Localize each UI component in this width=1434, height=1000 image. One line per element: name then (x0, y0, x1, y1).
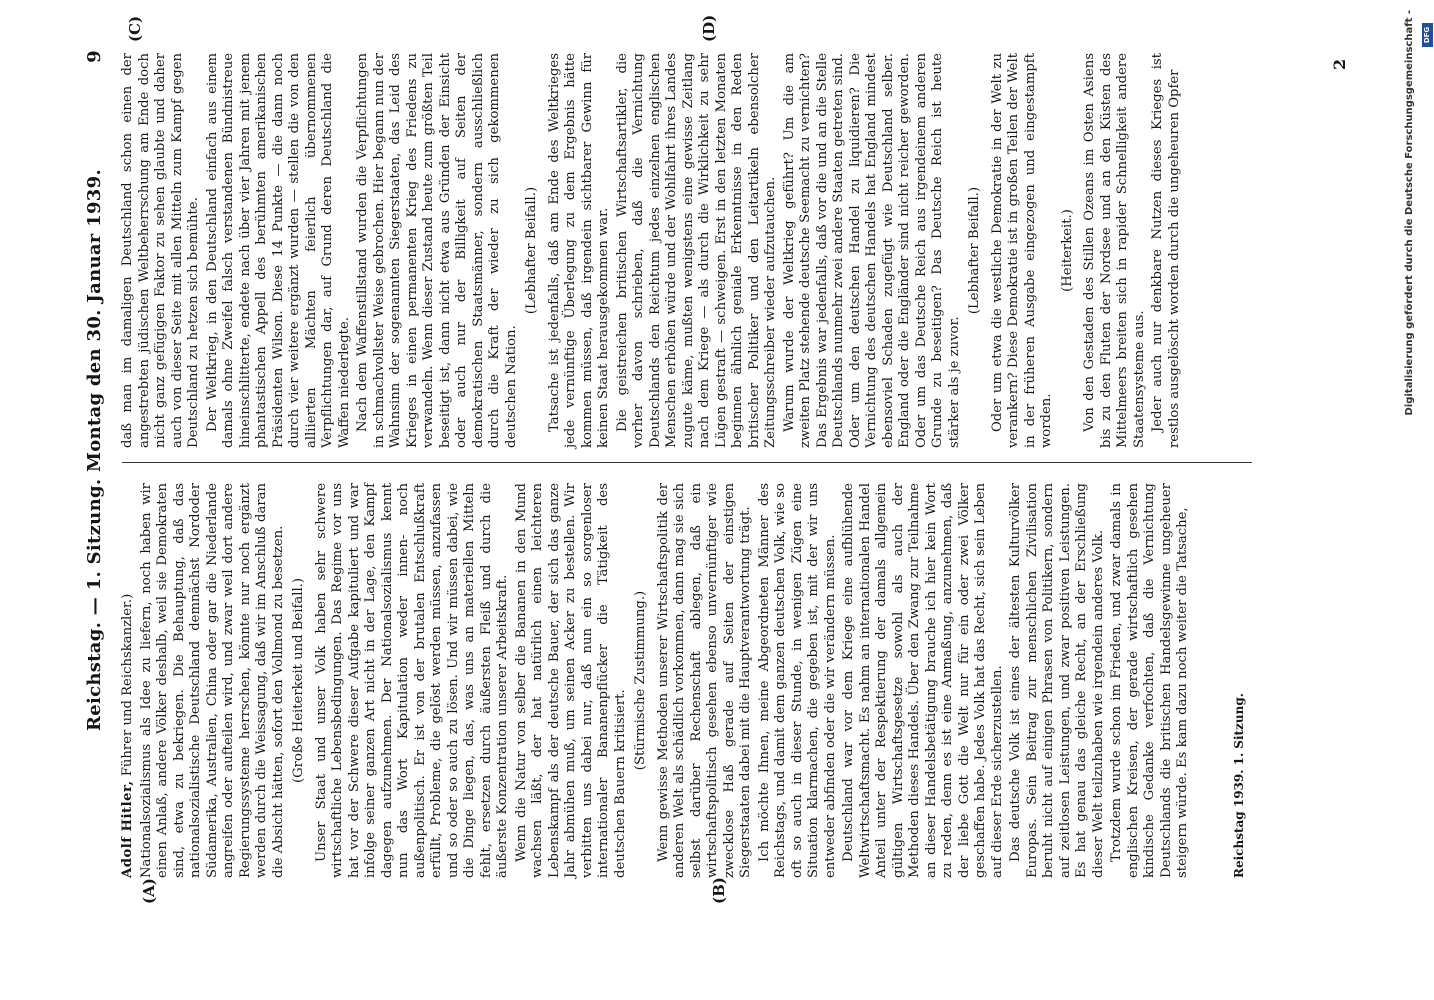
paragraph: Trotzdem wurde schon im Frieden, und zwar damals in englischen Kreisen, der gerade wirtschaftlich gesehen kindische Gedanke verfochten, daß die Vernichtung Deutschlands die britischen Handelsgewinne ungeheuer steigern würde. Es kam dazu noch weiter die Tatsache, (1109, 483, 1190, 878)
column-divider (122, 462, 1252, 463)
paragraph: Das deutsche Volk ist eines der ältesten Kulturvölker Europas. Sein Beitrag zur menschlichen Zivilisation beruht nicht auf einigen Phrasen von Politikern, sondern auf zeitlosen Leistungen, und zwar positiven Leistungen. Es hat genau das gleiche Recht, an der Erschließung dieser Welt teilzuhaben wie irgendein anderes Volk. (1008, 483, 1106, 878)
paragraph: daß man im damaligen Deutschland schon einen der angestrebten jüdischen Weltbeherrschung am Ende doch nicht ganz gefügigen Faktor zu sehen glaubte und daher auch von dieser Seite mit allen Mitteln zum Kampf gegen Deutschland zu hetzen sich bemühte. (120, 53, 201, 448)
speaker-line (120, 483, 137, 878)
speaker-name: Adolf Hitler, (120, 780, 135, 878)
paragraph: Oder um etwa die westliche Demokratie in der Welt zu verankern? Diese Demokratie ist in großen Teilen der Welt in der früheren Ausgabe eingezogen und eingestampft worden. (989, 53, 1054, 448)
paragraph: Warum wurde der Weltkrieg geführt? Um die am zweiten Platz stehende deutsche Seemacht zu vernichten? Das Ergebnis war jedenfalls, daß vor die und an die Stelle Deutschlands nunmehr zwei andere Staaten getreten sind. Oder um den deutschen Handel zu liquidieren? Die Vernichtung des deutschen Handels hat England mindest ebensoviel Schaden zugefügt wie Deutschland selber. England oder die Engländer sind nicht reicher geworden. Oder um das Deutsche Reich aus irgendeinem anderen Grunde zu beseitigen? Das Deutsche Reich ist heute stärker als je zuvor. (781, 53, 962, 448)
margin-marker-d: (D) (700, 14, 718, 42)
margin-marker-a: (A) (140, 878, 158, 904)
dfg-logo: DFG (1422, 23, 1433, 47)
paragraph: Nationalsozialismus als Idee zu liefern, noch haben wir einen Anlaß, andere Völker deshalb, weil sie Demokraten sind, etwa zu bekriegen. Die Behauptung, daß das nationalsozialistische Deutschland demnächst Nordoder Südamerika, Australien, China oder gar die Niederlande angreifen oder aufteilen wird, und zwar weil dort andere Regierungssysteme herrschen, könnte nur noch ergänzt werden durch die Weissagung, daß wir im Anschluß daran die Absicht hätten, sofort den Vollmond zu besetzen. (138, 483, 286, 878)
audience-reaction: (Heiterkeit.) (1059, 209, 1075, 292)
page-number: 9 (84, 50, 105, 63)
paragraph: Nach dem Waffenstillstand wurden die Verpflichtungen in schmachvollster Weise gebrochen. Hier begann nun der Wahnsinn der sogenannten Siegerstaaten, das Leid des Krieges in einen permanenten Krieg des Friedens zu verwandeln. Wenn dieser Zustand heute zum größten Teil beseitigt ist, dann nicht etwa aus Gründen der Einsicht oder auch nur der Billigkeit auf Seiten der demokratischen Staatsmänner, sondern ausschließlich durch die Kraft der wieder zu sich gekommenen deutschen Nation. (355, 53, 519, 448)
digitization-note: Digitalisierung gefördert durch die Deutsche Forschungsgemeinschaft - (1404, 10, 1415, 416)
speaker-role: Führer und Reichskanzler.) (120, 593, 135, 777)
margin-marker-b: (B) (710, 877, 728, 904)
paragraph: Der Weltkrieg, in den Deutschland einfach aus einem damals ohne Zweifel falsch verstandenen Bündnistreue hineinschlitterte, endete nach über vier Jahren mit jenem phantastischen Appell des berühmten amerikanischen Präsidenten Wilson. Diese 14 Punkte — die dann noch durch vier weitere ergänzt wurden — stellen die von den alliierten Mächten feierlich übernommenen Verpflichtungen dar, auf Grund deren Deutschland die Waffen niederlegte. (204, 53, 352, 448)
audience-reaction: (Große Heiterkeit und Beifall.) (291, 578, 306, 784)
paragraph: Die geistreichen britischen Wirtschaftsartikler, die vorher davon schrieben, daß die Vernichtung Deutschlands den Reichtum jedes einzelnen englischen Menschen erhöhen würde und der Wohlfahrt ihres Landes zugute käme, mußten wenigstens eine gewisse Zeitlang nach dem Kriege — als durch die Wirklichkeit zu sehr Lügen gestraft — schweigen. Erst in den letzten Monaten beginnen ähnlich geniale Erkenntnisse in den Reden britischer Politiker und den Leitartikeln ebensolcher Zeitungsschreiber wieder aufzutauchen. (614, 53, 778, 448)
sheet-signature: 2 (1330, 58, 1349, 70)
running-title: Reichstag. — 1. Sitzung. Montag den 30. Januar 1939. (84, 168, 105, 732)
audience-reaction: (Lebhafter Beifall.) (967, 186, 982, 315)
paragraph: Ich möchte Ihnen, meine Abgeordneten Männer des Reichstags, und damit dem ganzen deutschen Volk, wie so oft so auch in dieser Stunde, in wenigen Zügen eine Situation klarmachen, die gegeben ist, mit der wir uns entweder abfinden oder die wir verändern müssen. (756, 483, 838, 878)
paragraph: Deutschland war vor dem Kriege eine aufblühende Weltwirtschaftsmacht. Es nahm an internationalen Handel Anteil unter der Respektierung der damals allgemein gültigen Wirtschaftsgesetze sowohl als auch der Methoden dieses Handels. Über den Zwang zur Teilnahme an dieser Handelsbetätigung brauche ich hier kein Wort zu reden, denn es ist eine Anmaßung, anzunehmen, daß der liebe Gott die Welt nur für ein oder zwei Völker geschaffen habe. Jedes Volk hat das Recht, sich sein Leben auf dieser Erde sicherzustellen. (841, 483, 1005, 878)
running-head (84, 50, 114, 850)
left-column (120, 483, 1194, 878)
paragraph: Von den Gestaden des Stillen Ozeans im Osten Asiens bis zu den Fluten der Nordsee und an den Küsten des Mittelmeers breiten sich in rapider Schnelligkeit andere Staatensysteme aus. (1082, 53, 1147, 448)
paragraph: Wenn die Natur von selber die Bananen in den Mund wachsen läßt, der hat natürlich einen leichteren Lebenskampf als der deutsche Bauer, der sich das ganze Jahr abmühen muß, um seinen Acker zu bestellen. Wir verbitten uns dabei nur, daß nun ein so sorgenloser internationaler Bananenpflücker die Tätigkeit des deutschen Bauern kritisiert. (513, 483, 628, 878)
paragraph: Wenn gewisse Methoden unserer Wirtschaftspolitik der anderen Welt als schädlich vorkommen, dann mag sie sich selbst darüber Rechenschaft ablegen, daß ein wirtschaftspolitisch gesehen ebenso unvernünftiger wie zwecklose Haß gerade auf Seiten der einstigen Siegerstaaten dabei mit die Hauptverantwortung trägt. (655, 483, 753, 878)
footer-session-note: Reichstag 1939. 1. Sitzung. (1232, 693, 1246, 878)
audience-reaction: (Lebhafter Beifall.) (524, 186, 539, 315)
margin-marker-c: (C) (126, 15, 144, 42)
paragraph: Tatsache ist jedenfalls, daß am Ende des Weltkrieges jede vernünftige Überlegung zu dem Ergebnis hätte kommen müssen, daß irgendein sichtbarer Gewinn für keinen Staat herausgekommen war. (546, 53, 611, 448)
paragraph: Unser Staat und unser Volk haben sehr schwere wirtschaftliche Lebensbedingungen. Das Regime vor uns hat vor der Schwere dieser Aufgabe kapituliert und war infolge seiner ganzen Art nicht in der Lage, den Kampf dagegen aufzunehmen. Der Nationalsozialismus kennt nun das Wort Kapitulation weder innen- noch außenpolitisch. Er ist von der brutalen Entschlußkraft erfüllt, Probleme, die gelöst werden müssen, anzufassen und so oder so auch zu lösen. Und wir müssen dabei, wie die Dinge liegen, das, was uns an materiellen Mitteln fehlt, ersetzen durch äußersten Fleiß und durch die äußerste Konzentration unserer Arbeitskraft. (313, 483, 510, 878)
audience-reaction: (Stürmische Zustimmung.) (633, 590, 648, 771)
paragraph: Jeder auch nur denkbare Nutzen dieses Krieges ist restlos ausgelöscht worden durch die ungeheuren Opfer (1150, 53, 1182, 448)
right-column (120, 53, 1185, 448)
